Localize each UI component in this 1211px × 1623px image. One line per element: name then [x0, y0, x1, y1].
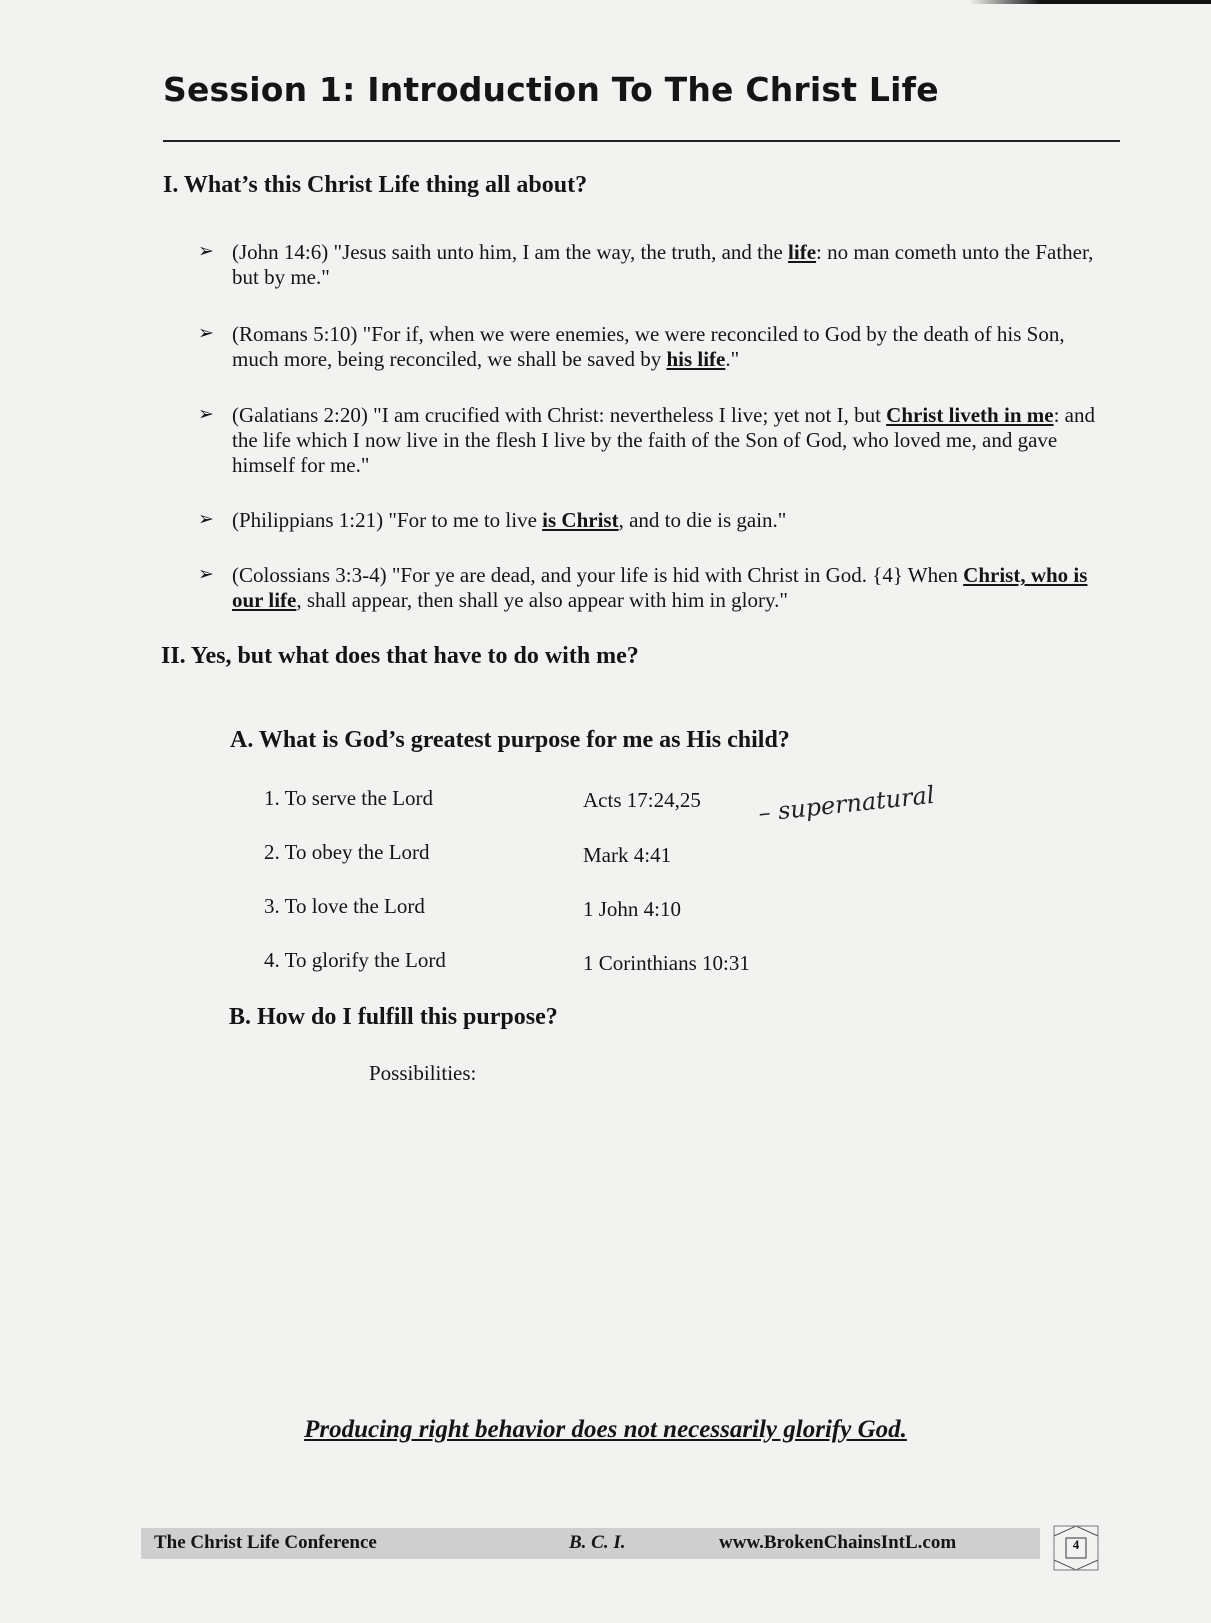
handwritten-note: – supernatural: [757, 780, 936, 828]
purpose-ref: 1 John 4:10: [583, 897, 682, 921]
arrow-bullet-icon: ➢: [198, 509, 214, 530]
subsection-b-heading: B. How do I fulfill this purpose?: [229, 1004, 558, 1030]
document-page: Session 1: Introduction To The Christ Life I. What’s this Christ Life thing all about? ➢ (John 14:6) "Jesus saith unto him, I am the way, the truth, and the life: no man cometh unto the Father, but by me." ➢ (Romans 5:10) "For if, when we were enemies, we were reconciled to God by the death of his Son, much more, being reconciled, we shall be saved by his life." ➢ (Galatians 2:20) "I am crucified with Christ: nevertheless I live; yet not I, but Christ liveth in me: and the life which I now live in the flesh I live by the faith of the Son of God, who loved me, and gave himself for me." ➢ (Philippians 1:21) "For to me to live is Christ, and to die is gain." ➢ (Colossians 3:3-4) "For ye are dead, and your life is hid with Christ in God. {4} When Christ, who is our life, shall appear, then shall ye also appear with him in glory." II. Yes, but what does that have to do with me? A. What is God’s greatest purpose for me as His child? 1. To serve the Lord Acts 17:24,25 – supernatural 2. To obey the Lord Mark 4:41 3. To love the Lord 1 John 4:10 4. To glorify the Lord 1 Corinthians 10:31 B. How do I fulfill this purpose? Possibilities: Producing right behavior does not necessarily glorify God. The Christ Life Conference B. C. I. www.BrokenChainsIntL.com 4: [0, 0, 1211, 1623]
arrow-bullet-icon: ➢: [198, 323, 214, 344]
section-2-heading: II. Yes, but what does that have to do with me?: [161, 643, 639, 669]
purpose-ref: 1 Corinthians 10:31: [583, 951, 750, 975]
purpose-item: 1. To serve the Lord: [264, 786, 434, 810]
section-1-heading: I. What’s this Christ Life thing all about?: [163, 172, 588, 198]
closing-statement: Producing right behavior does not necessarily glorify God.: [304, 1416, 907, 1443]
arrow-bullet-icon: ➢: [198, 241, 214, 262]
footer-initials: B. C. I.: [569, 1532, 626, 1553]
purpose-item: 3. To love the Lord: [264, 894, 425, 918]
footer-bar: [141, 1528, 1040, 1559]
arrow-bullet-icon: ➢: [198, 564, 214, 585]
arrow-bullet-icon: ➢: [198, 404, 214, 425]
subsection-a-heading: A. What is God’s greatest purpose for me as His child?: [230, 727, 790, 753]
footer-website: www.BrokenChainsIntL.com: [719, 1532, 957, 1553]
purpose-ref: Mark 4:41: [583, 843, 672, 867]
purpose-item: 4. To glorify the Lord: [264, 948, 446, 972]
possibilities-label: Possibilities:: [369, 1061, 477, 1085]
purpose-item: 2. To obey the Lord: [264, 840, 430, 864]
scan-edge: [0, 0, 1211, 4]
page-number: 4: [1072, 1537, 1080, 1552]
title-rule: [163, 140, 1120, 142]
purpose-ref: Acts 17:24,25: [583, 788, 701, 812]
footer-conference: The Christ Life Conference: [154, 1532, 377, 1553]
page-title: Session 1: Introduction To The Christ Life: [163, 70, 939, 109]
